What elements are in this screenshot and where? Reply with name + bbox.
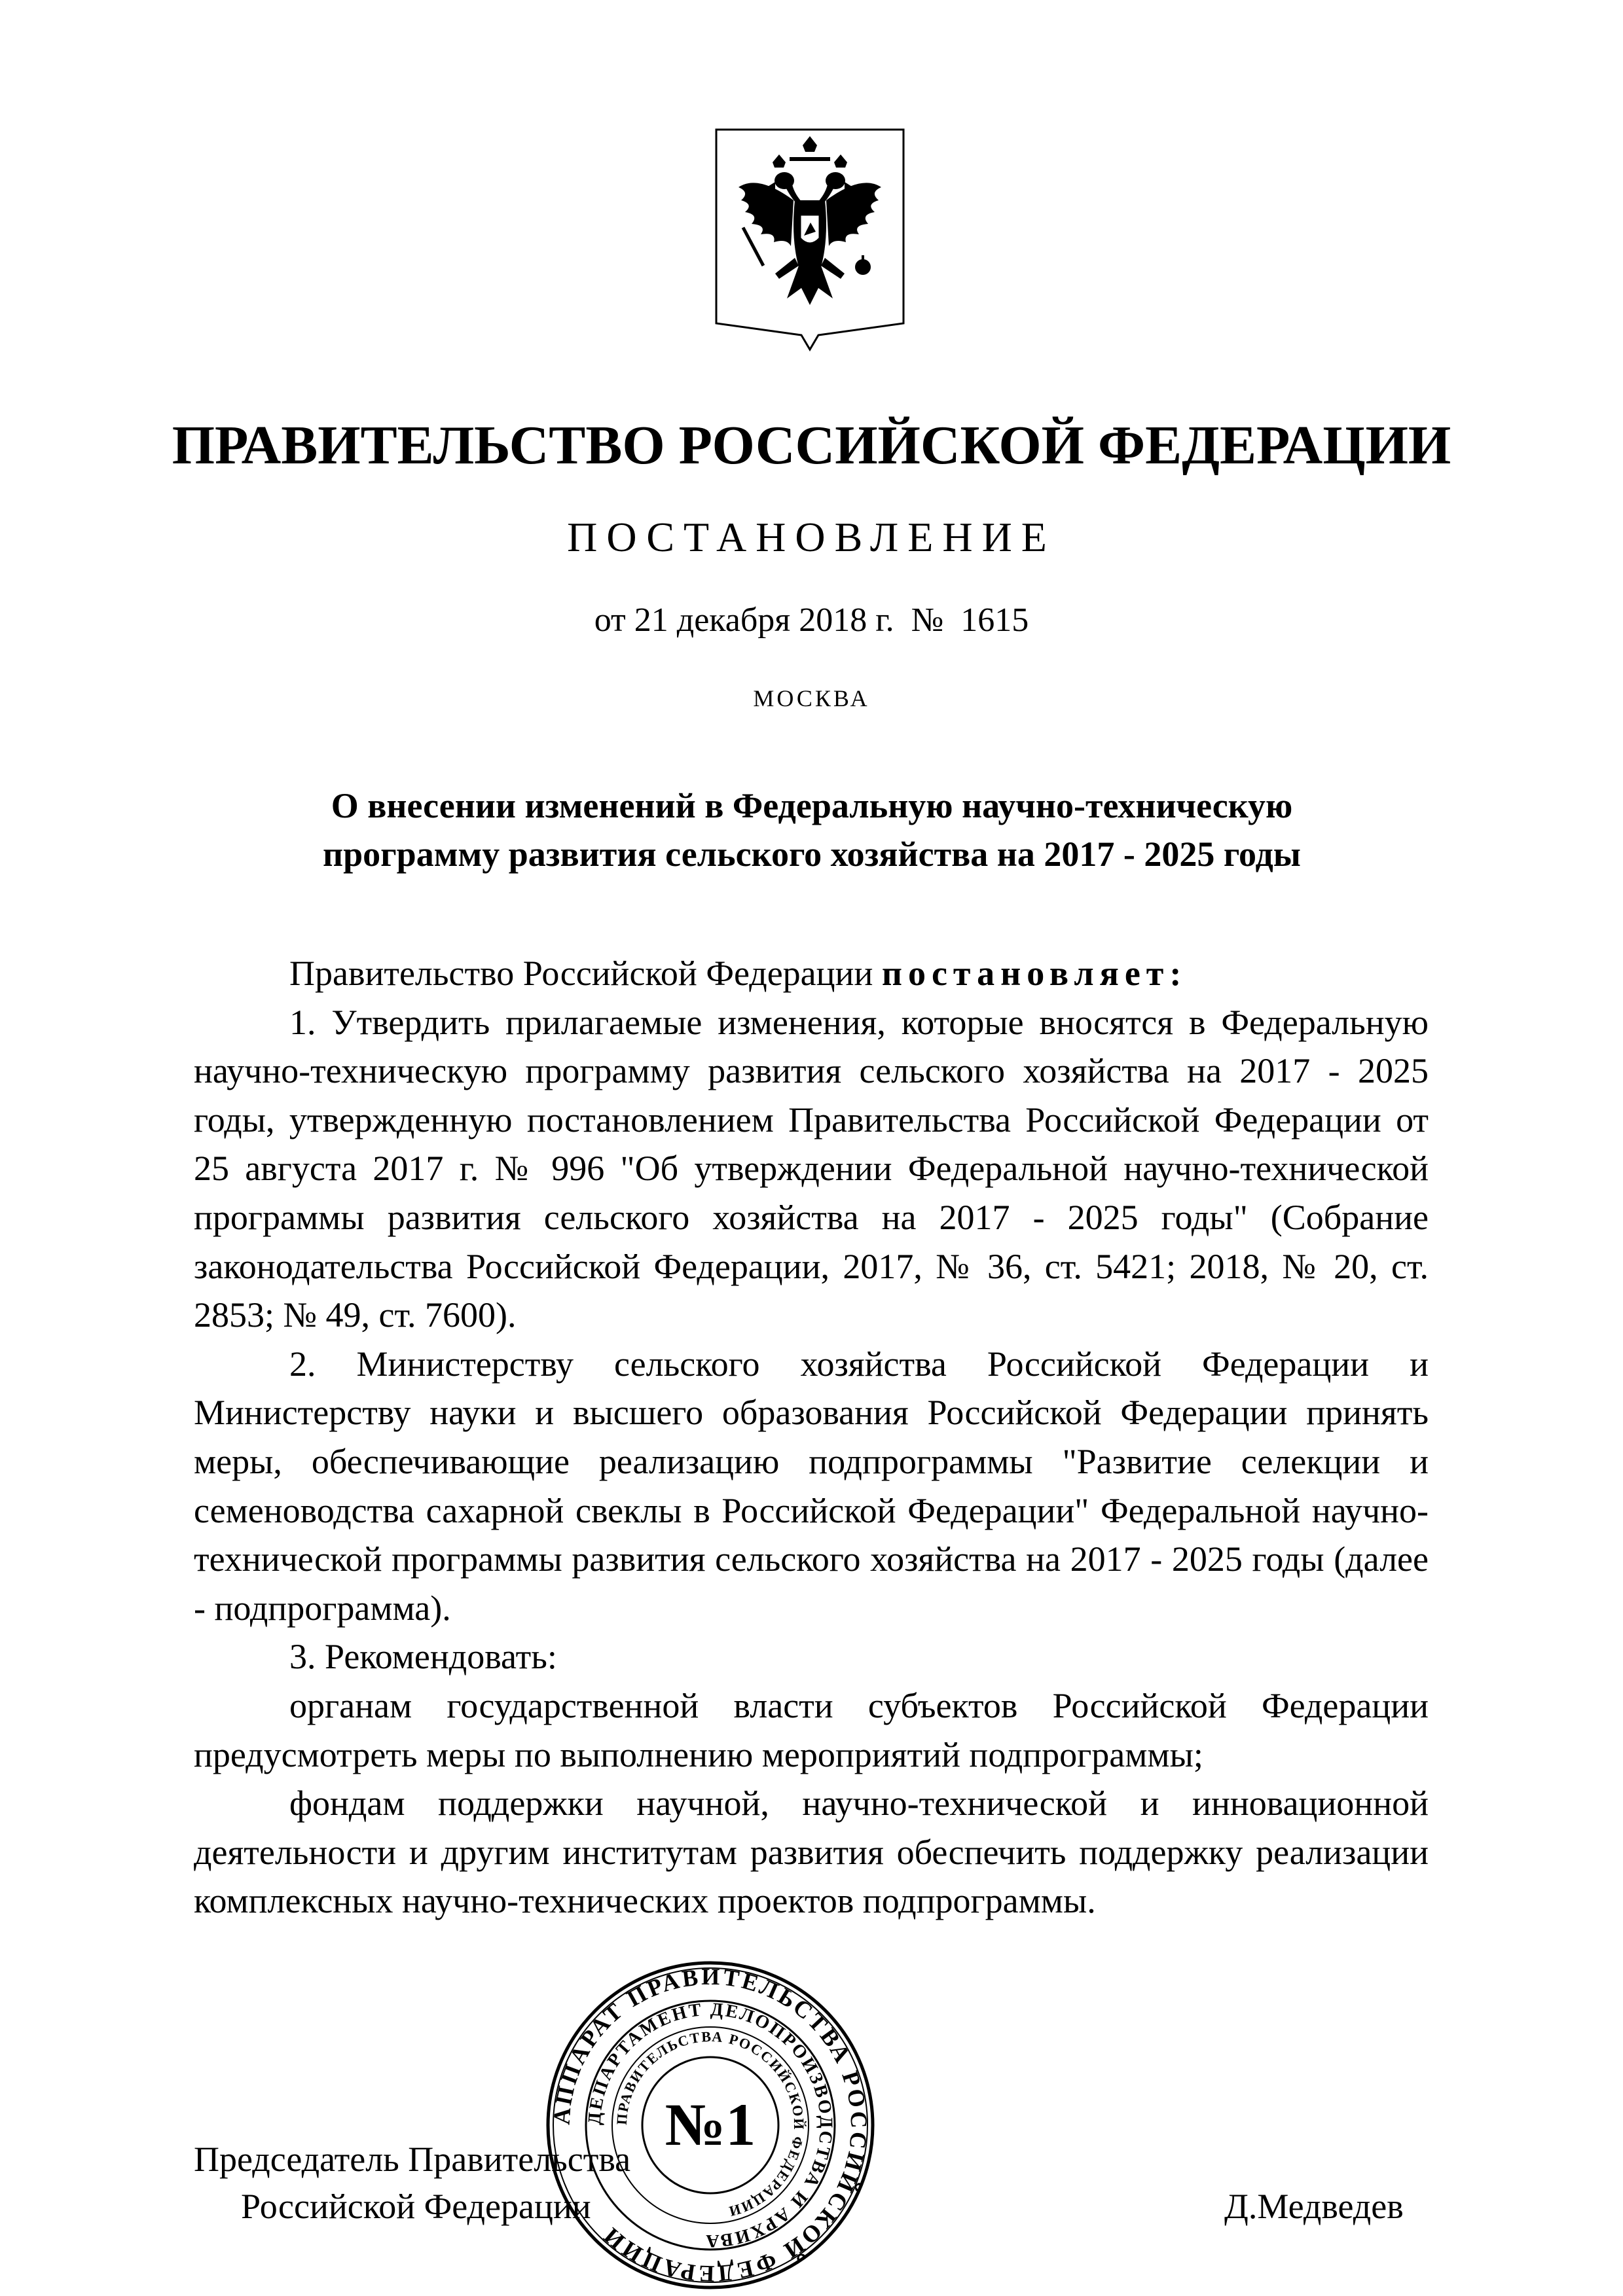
signatory-title-line: Председатель Правительства <box>194 2140 631 2179</box>
paragraph-3-item: фондам поддержки научной, научно-технической и инновационной деятельности и другим институтам развития обеспечить поддержку реализации комплексных научно-технических проектов подпрограммы. <box>194 1784 1429 1921</box>
document-number: 1615 <box>960 601 1029 639</box>
preamble <box>194 949 1429 998</box>
paragraph-2: 2. Министерству сельского хозяйства Российской Федерации и Министерству науки и высшего образования Российской Федерации принять меры, обеспечивающие реализацию подпрограммы "Развитие селекции и семеноводства сахарной свеклы в Российской Федерации" Федеральной научно-технической программы развития сельского хозяйства на 2017 - 2025 годы (далее - подпрограмма). <box>194 1344 1429 1628</box>
paragraph-1: 1. Утвердить прилагаемые изменения, которые вносятся в Федеральную научно-техническую программу развития сельского хозяйства на 2017 - 2025 годы, утвержденную постановлением Правительства Российской Федерации от 25 августа 2017 г. № 996 "Об утверждении Федеральной научно-технической программы развития сельского хозяйства на 2017 - 2025 годы" (Собрание законодательства Российской Федерации, 2017, № 36, ст. 5421; 2018, № 20, ст. 2853; № 49, ст. 7600). <box>194 1002 1429 1335</box>
seal-middle-text: ДЕПАРТАМЕНТ ДЕЛОПРОИЗВОДСТВА И АРХИВА <box>584 1999 837 2251</box>
document-body <box>194 949 1429 1926</box>
signatory-name: Д.Медведев <box>1224 2187 1404 2226</box>
number-sign: № <box>911 601 944 639</box>
seal-inner-text: ПРАВИТЕЛЬСТВА РОССИЙСКОЙ ФЕДЕРАЦИИ <box>613 2028 808 2221</box>
document-subject <box>196 781 1427 878</box>
subject-line: программу развития сельского хозяйства на 2017 - 2025 годы <box>323 834 1301 874</box>
seal-outer-text: АППАРАТ ПРАВИТЕЛЬСТВА РОССИЙСКОЙ ФЕДЕРАЦИИ <box>548 1963 873 2287</box>
paragraph-3-item: органам государственной власти субъектов Российской Федерации предусмотреть меры по выполнению мероприятий подпрограммы; <box>194 1685 1429 1774</box>
document-date: 21 декабря 2018 г. <box>634 601 894 639</box>
city-name: МОСКВА <box>753 685 870 711</box>
preamble-verb: постановляет: <box>881 954 1188 993</box>
document-type: ПОСТАНОВЛЕНИЕ <box>567 514 1056 560</box>
organization-title: ПРАВИТЕЛЬСТВО РОССИЙСКОЙ ФЕДЕРАЦИИ <box>172 415 1451 476</box>
seal-center-text: №1 <box>665 2091 756 2158</box>
preamble-text: Правительство Российской Федерации <box>289 954 873 993</box>
subject-line: О внесении изменений в Федеральную научно-техническую <box>331 786 1293 825</box>
date-prefix: от <box>594 601 626 639</box>
official-round-seal-icon <box>543 1958 877 2292</box>
paragraph-3: 3. Рекомендовать: <box>289 1637 557 1677</box>
date-line <box>0 601 1623 639</box>
signatory-title-line: Российской Федерации <box>241 2187 591 2226</box>
russian-coat-of-arms-icon <box>712 127 907 365</box>
